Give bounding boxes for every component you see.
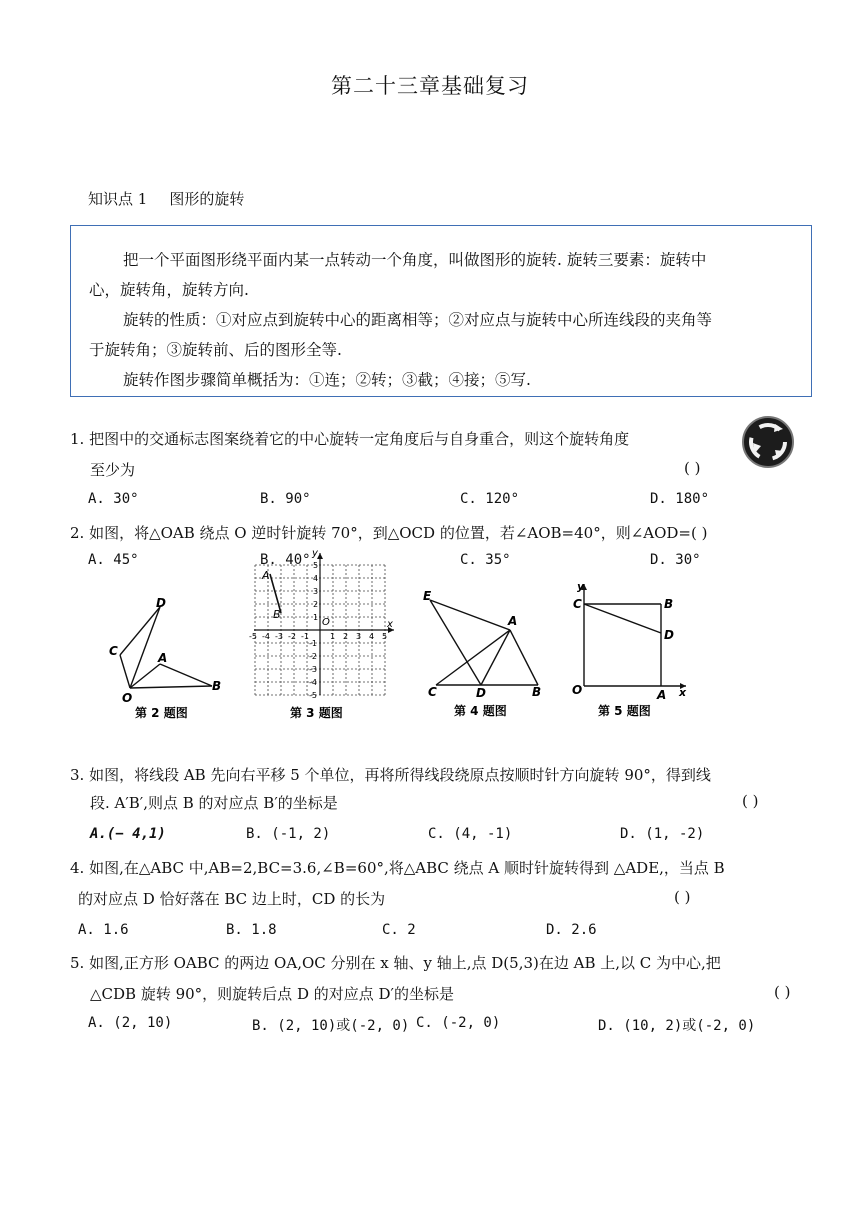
fig3-label-x: x	[387, 619, 393, 630]
q3-option-a: A.(− 4,1)	[90, 826, 166, 842]
figure-5	[568, 578, 693, 725]
q5-answer-paren: ( )	[774, 983, 791, 1001]
fig4-label-c: C	[428, 685, 437, 699]
q2-line1: 2. 如图，将△OAB 绕点 O 逆时针旋转 70°，到△OCD 的位置，若∠AOB=40°，则∠AOD=( )	[70, 524, 708, 542]
fig3-x-tick-label: 3	[356, 632, 362, 641]
box-line: 旋转的性质：①对应点到旋转中心的距离相等；②对应点与旋转中心所连线段的夹角等	[123, 311, 713, 329]
q1-option-a: A. 30°	[88, 491, 139, 507]
q2-option-c: C. 35°	[460, 552, 511, 568]
q3-option-c: C. (4, -1)	[428, 826, 513, 842]
q5-option-b: B. (2, 10)或(-2, 0)	[252, 1018, 410, 1034]
fig3-y-tick-label: 3	[313, 587, 319, 596]
q2-option-d: D. 30°	[650, 552, 701, 568]
q1-line2: 至少为	[90, 461, 136, 479]
q4-line2: 的对应点 D 恰好落在 BC 边上时，CD 的长为	[78, 890, 386, 908]
fig3-caption: 第 3 题图	[290, 706, 343, 720]
fig5-label-b: B	[664, 597, 674, 611]
fig3-x-tick-label: -2	[288, 632, 296, 641]
knowledge-box	[70, 225, 812, 397]
q4-answer-paren: ( )	[674, 888, 691, 906]
fig5-label-d: D	[664, 628, 674, 642]
fig3-label-o: O	[322, 617, 330, 628]
fig2-label-a: A	[158, 651, 168, 665]
q5-line1: 5. 如图,正方形 OABC 的两边 OA,OC 分别在 x 轴、y 轴上,点 D(5,3)在边 AB 上,以 C 为中心,把	[70, 954, 721, 972]
q5-line2: △CDB 旋转 90°，则旋转后点 D 的对应点 D′的坐标是	[90, 985, 454, 1003]
q5-option-a: A. (2, 10)	[88, 1015, 173, 1031]
q1-line1: 1. 把图中的交通标志图案绕着它的中心旋转一定角度后与自身重合，则这个旋转角度	[70, 430, 630, 448]
fig3-y-tick-label: 5	[313, 561, 319, 570]
fig2-label-o: O	[122, 691, 133, 705]
section-heading	[88, 188, 244, 209]
fig3-x-tick-label: -4	[262, 632, 270, 641]
section-name: 图形的旋转	[169, 190, 245, 208]
fig3-label-b: B	[273, 608, 281, 621]
q3-answer-paren: ( )	[742, 792, 759, 810]
fig3-y-tick-label: -4	[309, 678, 317, 687]
fig3-y-tick-label: 1	[313, 613, 319, 622]
q3-line2: 段. A′B′,则点 B 的对应点 B′的坐标是	[90, 794, 338, 812]
fig3-x-tick-label: -5	[249, 632, 257, 641]
fig3-y-tick-label: 2	[313, 600, 319, 609]
figure-2	[100, 590, 230, 725]
q1-answer-paren: ( )	[684, 459, 701, 477]
q2-option-a: A. 45°	[88, 552, 139, 568]
fig2-label-b: B	[212, 679, 222, 693]
box-line: 把一个平面图形绕平面内某一点转动一个角度，叫做图形的旋转. 旋转三要素：旋转中	[123, 251, 707, 269]
fig5-label-o: O	[572, 683, 583, 697]
fig4-caption: 第 4 题图	[454, 704, 507, 718]
q3-option-d: D. (1, -2)	[620, 826, 705, 842]
page-title: 第二十三章基础复习	[331, 74, 529, 98]
fig4-label-a: A	[508, 614, 518, 628]
fig3-label-a: A	[262, 569, 270, 582]
fig5-label-y: y	[577, 580, 585, 593]
q5-option-d: D. (10, 2)或(-2, 0)	[598, 1018, 756, 1034]
fig3-x-tick-label: -3	[275, 632, 283, 641]
fig3-y-tick-label: -3	[309, 665, 317, 674]
fig2-caption: 第 2 题图	[135, 706, 188, 720]
box-line: 于旋转角；③旋转前、后的图形全等.	[89, 341, 342, 359]
q2-option-b: B. 40°	[260, 552, 311, 568]
fig4-label-d: D	[476, 686, 486, 700]
fig4-label-e: E	[423, 589, 432, 603]
fig3-x-tick-label: 1	[330, 632, 336, 641]
q4-option-a: A. 1.6	[78, 922, 129, 938]
figure-3	[248, 543, 398, 725]
q4-option-b: B. 1.8	[226, 922, 277, 938]
fig3-y-tick-label: -1	[309, 639, 317, 648]
fig3-x-tick-label: 2	[343, 632, 349, 641]
fig4-label-b: B	[532, 685, 542, 699]
box-line: 心，旋转角，旋转方向.	[89, 281, 249, 299]
q1-option-d: D. 180°	[650, 491, 710, 507]
fig5-label-c: C	[573, 597, 582, 611]
q3-line1: 3. 如图，将线段 AB 先向右平移 5 个单位，再将所得线段绕原点按顺时针方向旋转 90°，得到线	[70, 766, 711, 784]
fig3-y-tick-label: -2	[309, 652, 317, 661]
q1-option-c: C. 120°	[460, 491, 520, 507]
fig3-y-tick-label: -5	[309, 691, 317, 700]
fig5-label-x: x	[679, 686, 687, 699]
q4-option-c: C. 2	[382, 922, 416, 938]
q4-line1: 4. 如图,在△ABC 中,AB=2,BC=3.6,∠B=60°,将△ABC 绕点 A 顺时针旋转得到 △ADE,，当点 B	[70, 859, 725, 877]
section-label: 知识点 1	[88, 190, 148, 208]
traffic-sign-icon	[741, 415, 795, 469]
fig5-label-a: A	[657, 688, 667, 702]
figure-4	[418, 588, 550, 725]
fig3-y-tick-label: 4	[313, 574, 319, 583]
q1-option-b: B. 90°	[260, 491, 311, 507]
fig3-x-tick-label: 5	[382, 632, 388, 641]
fig2-label-c: C	[109, 644, 118, 658]
fig5-caption: 第 5 题图	[598, 704, 651, 718]
box-line: 旋转作图步骤简单概括为：①连；②转；③截；④接；⑤写.	[123, 371, 531, 389]
q5-option-c: C. (-2, 0)	[416, 1015, 501, 1031]
fig3-label-y: y	[312, 548, 318, 559]
fig3-x-tick-label: -1	[301, 632, 309, 641]
fig3-x-tick-label: 4	[369, 632, 375, 641]
q4-option-d: D. 2.6	[546, 922, 597, 938]
fig2-label-d: D	[156, 596, 166, 610]
q3-option-b: B. (-1, 2)	[246, 826, 331, 842]
